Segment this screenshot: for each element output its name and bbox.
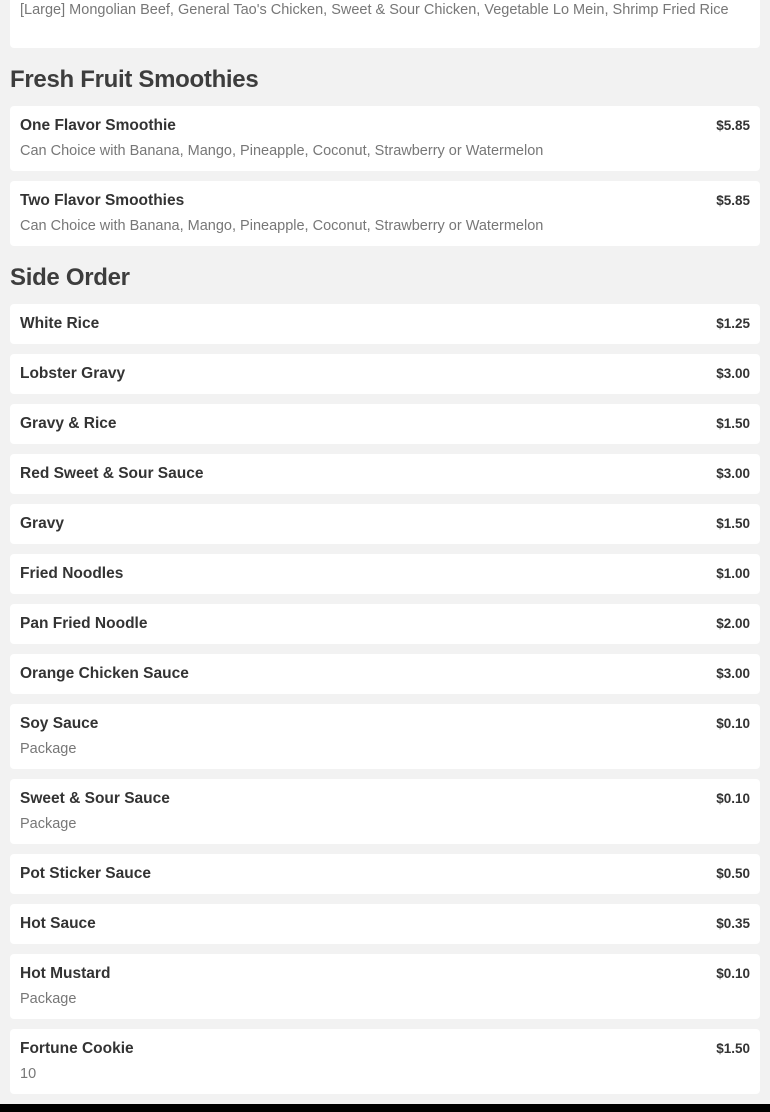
item-price: $1.00 [716,566,750,581]
menu-item-card[interactable] [10,604,760,644]
item-description: Package [20,816,77,832]
menu-item-card[interactable] [10,954,760,1019]
item-price: $0.10 [716,966,750,981]
item-name: Hot Sauce [20,915,96,932]
item-name: Orange Chicken Sauce [20,665,189,682]
item-price: $3.00 [716,466,750,481]
item-name: Soy Sauce [20,715,99,732]
menu-item-card[interactable] [10,0,760,48]
item-name: Fried Noodles [20,565,124,582]
item-name: Pan Fried Noodle [20,615,148,632]
item-price: $3.00 [716,666,750,681]
item-price: $0.50 [716,866,750,881]
menu-item-card[interactable] [10,454,760,494]
menu-item-card[interactable] [10,106,760,171]
menu-item-card[interactable] [10,1029,760,1094]
item-price: $1.50 [716,416,750,431]
menu-item-card[interactable] [10,854,760,894]
item-name: White Rice [20,315,100,332]
item-name: Red Sweet & Sour Sauce [20,465,204,482]
menu-item-card[interactable] [10,779,760,844]
item-name: Sweet & Sour Sauce [20,790,170,807]
item-description: Can Choice with Banana, Mango, Pineapple, Coconut, Strawberry or Watermelon [20,218,544,234]
item-name: Lobster Gravy [20,365,126,382]
item-price: $0.10 [716,791,750,806]
menu-item-card[interactable] [10,504,760,544]
item-description: [Large] Mongolian Beef, General Tao's Chicken, Sweet & Sour Chicken, Vegetable Lo Mein, Shrimp Fried Rice [20,2,729,18]
item-name: One Flavor Smoothie [20,117,176,134]
item-price: $1.50 [716,516,750,531]
bottom-bar [0,1104,770,1112]
menu-item-card[interactable] [10,904,760,944]
item-price: $5.85 [716,118,750,133]
item-price: $0.10 [716,716,750,731]
menu-item-card[interactable] [10,354,760,394]
item-name: Gravy & Rice [20,415,117,432]
item-name: Gravy [20,515,64,532]
item-price: $1.50 [716,1041,750,1056]
section-title-side-order: Side Order [10,264,130,291]
menu-item-card[interactable] [10,404,760,444]
item-price: $2.00 [716,616,750,631]
item-name: Fortune Cookie [20,1040,134,1057]
menu-item-card[interactable] [10,181,760,246]
item-description: Package [20,741,77,757]
item-price: $1.25 [716,316,750,331]
menu-item-card[interactable] [10,654,760,694]
item-description: Can Choice with Banana, Mango, Pineapple, Coconut, Strawberry or Watermelon [20,143,544,159]
item-price: $0.35 [716,916,750,931]
item-description: 10 [20,1066,37,1082]
item-name: Hot Mustard [20,965,111,982]
menu-item-card[interactable] [10,554,760,594]
item-description: Package [20,991,77,1007]
menu-item-card[interactable] [10,304,760,344]
item-price: $3.00 [716,366,750,381]
item-name: Pot Sticker Sauce [20,865,151,882]
menu-item-card[interactable] [10,704,760,769]
section-title-smoothies: Fresh Fruit Smoothies [10,66,259,93]
item-price: $5.85 [716,193,750,208]
item-name: Two Flavor Smoothies [20,192,185,209]
